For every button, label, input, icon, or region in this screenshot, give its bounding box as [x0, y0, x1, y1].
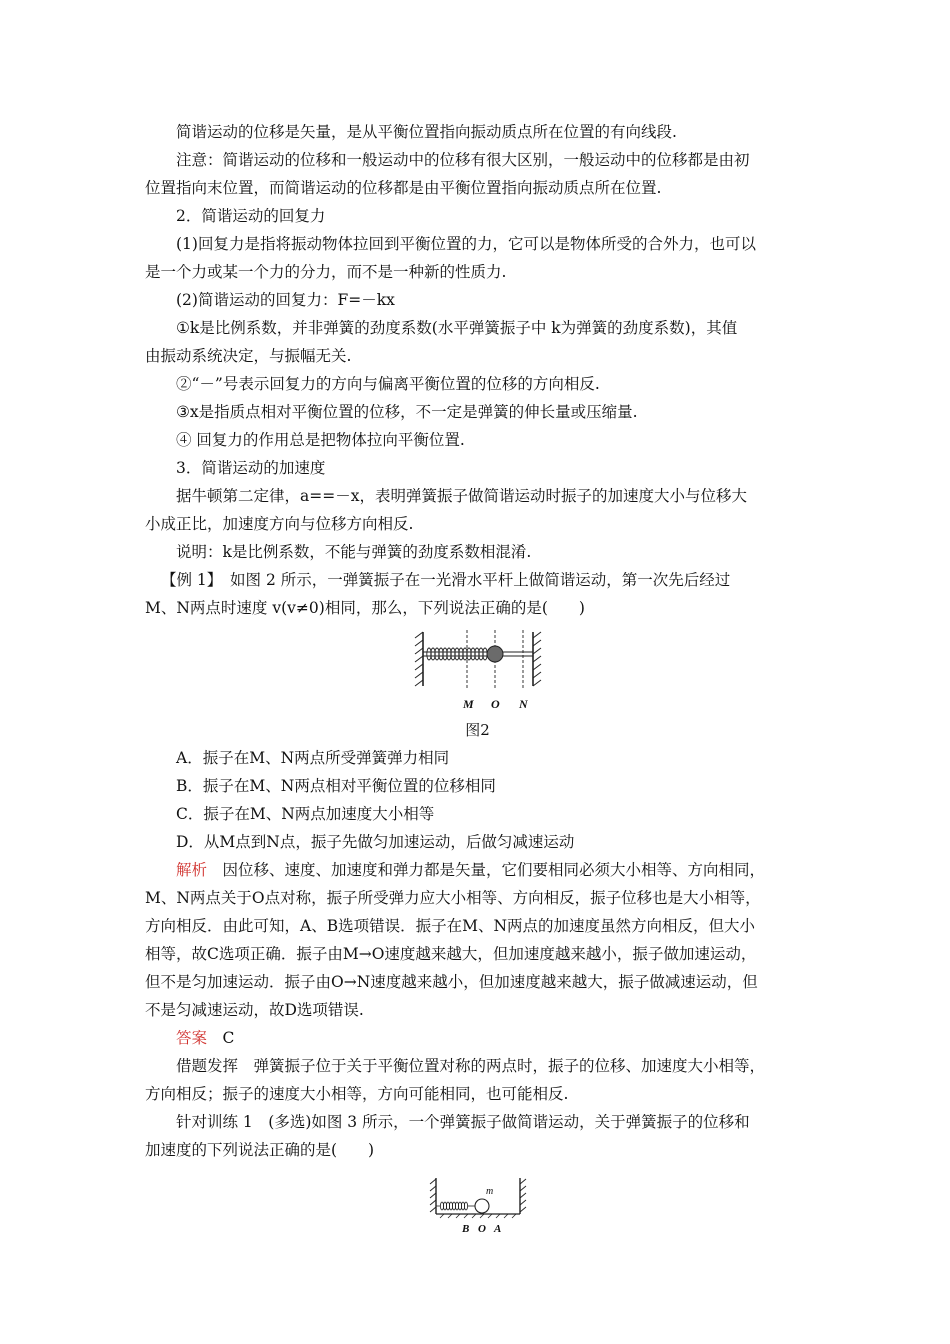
- example-heading: 【例 1】 如图 2 所示，一弹簧振子在一光滑水平杆上做简谐运动，第一次先后经过: [161, 571, 731, 589]
- analysis-line: M、N两点关于O点对称，振子所受弹力应大小相等、方向相反，振子位移也是大小相等，: [145, 889, 761, 907]
- text-line: M、N两点时速度 v(v≠0)相同，那么，下列说法正确的是( ): [145, 599, 585, 617]
- answer-value: C: [207, 1029, 235, 1047]
- section-heading: 2．简谐运动的回复力: [176, 207, 326, 225]
- text-line: 针对训练 1 (多选)如图 3 所示，一个弹簧振子做简谐运动，关于弹簧振子的位移和: [176, 1113, 750, 1131]
- document-page: [145, 118, 810, 1238]
- option-c: C．振子在M、N两点加速度大小相等: [176, 805, 435, 823]
- label-O: O: [490, 697, 500, 711]
- analysis-first-line: [145, 856, 810, 884]
- text-line: 简谐运动的位移是矢量，是从平衡位置指向振动质点所在位置的有向线段.: [176, 123, 677, 141]
- text-line: 注意：简谐运动的位移和一般运动中的位移有很大区别，一般运动中的位移都是由初: [176, 151, 750, 169]
- label-M: M: [462, 697, 474, 711]
- text-line: 说明：k是比例系数，不能与弹簧的劲度系数相混淆.: [176, 543, 532, 561]
- text-line: 加速度的下列说法正确的是( ): [145, 1141, 375, 1159]
- label-m: m: [485, 1186, 493, 1197]
- text-line: (1)回复力是指将振动物体拉回到平衡位置的力，它可以是物体所受的合外力，也可以: [176, 235, 756, 253]
- analysis-line: 相等，故C选项正确．振子由M→O速度越来越大，但加速度越来越小，振子做加速运动，: [145, 945, 757, 963]
- text-line: 方向相反；振子的速度大小相等，方向可能相同，也可能相反.: [145, 1085, 569, 1103]
- figure-2: [145, 628, 810, 744]
- mass-ball: [475, 1199, 489, 1213]
- text-line: 位置指向末位置，而简谐运动的位移都是由平衡位置指向振动质点所在位置.: [145, 179, 662, 197]
- label-N: N: [518, 697, 528, 711]
- analysis-text: 因位移、速度、加速度和弹力都是矢量，它们要相同必须大小相等、方向相同，: [207, 861, 766, 879]
- option-a: A．振子在M、N两点所受弹簧弹力相同: [176, 749, 450, 767]
- text-line: 据牛顿第二定律，a==－x，表明弹簧振子做简谐运动时振子的加速度大小与位移大: [176, 487, 747, 505]
- analysis-label: 解析: [176, 861, 208, 879]
- text-line: 是一个力或某一个力的分力，而不是一种新的性质力.: [145, 263, 507, 281]
- text-line: 小成正比，加速度方向与位移方向相反.: [145, 515, 414, 533]
- formula-line: (2)简谐运动的回复力：F=－kx: [176, 291, 395, 309]
- text-line: 由振动系统决定，与振幅无关.: [145, 347, 352, 365]
- text-line: ①k是比例系数，并非弹簧的劲度系数(水平弹簧振子中 k为弹簧的劲度系数)，其值: [176, 319, 738, 337]
- analysis-line: 方向相反．由此可知，A、B选项错误．振子在M、N两点的加速度虽然方向相反，但大小: [145, 917, 756, 935]
- spring-block-diagram: [428, 1176, 528, 1238]
- figure-3: [145, 1176, 810, 1238]
- section-heading: 3．简谐运动的加速度: [176, 459, 326, 477]
- oscillator-ball: [487, 646, 503, 662]
- text-line: ③x是指质点相对平衡位置的位移，不一定是弹簧的伸长量或压缩量.: [176, 403, 638, 421]
- analysis-line: 但不是匀加速运动．振子由O→N速度越来越小，但加速度越来越大，振子做减速运动，但: [145, 973, 758, 991]
- option-d: D．从M点到N点，振子先做匀加速运动，后做匀减速运动: [176, 833, 575, 851]
- label-O: O: [477, 1223, 486, 1235]
- figure-caption: 图2: [465, 721, 490, 739]
- answer-label: 答案: [176, 1029, 208, 1047]
- label-B: B: [461, 1223, 469, 1235]
- analysis-line: 不是匀减速运动，故D选项错误.: [145, 1001, 364, 1019]
- text-line: 借题发挥 弹簧振子位于关于平衡位置对称的两点时，振子的位移、加速度大小相等，: [176, 1057, 766, 1075]
- text-line: ④ 回复力的作用总是把物体拉向平衡位置.: [176, 431, 465, 449]
- answer-line: [145, 1024, 810, 1052]
- spring-oscillator-diagram: [413, 628, 543, 716]
- label-A: A: [493, 1223, 501, 1235]
- text-line: ②“－”号表示回复力的方向与偏离平衡位置的位移的方向相反.: [176, 375, 600, 393]
- option-b: B．振子在M、N两点相对平衡位置的位移相同: [176, 777, 496, 795]
